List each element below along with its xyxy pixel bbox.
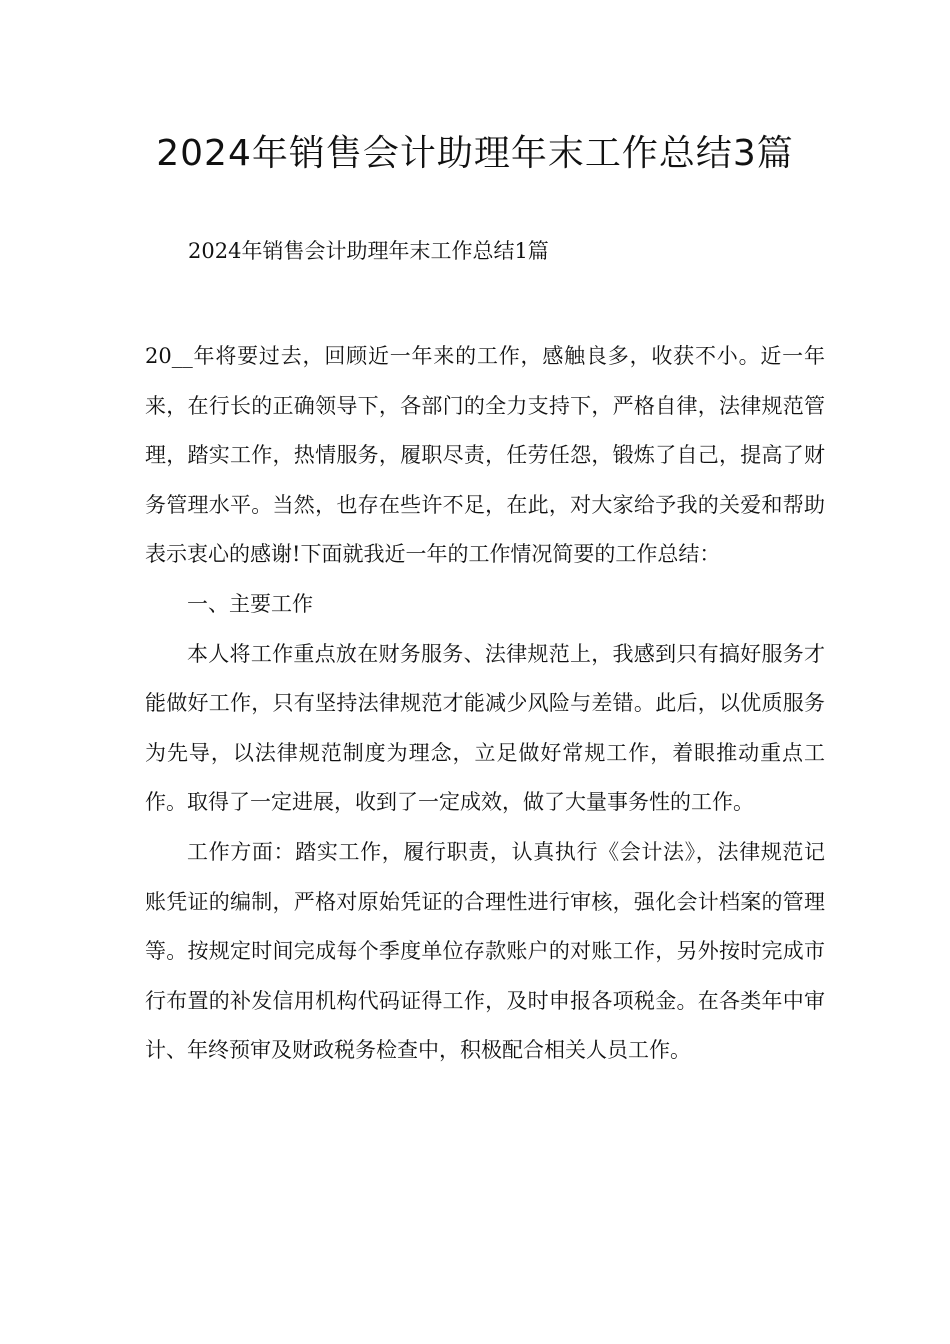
paragraph-work-focus: 本人将工作重点放在财务服务、法律规范上，我感到只有搞好服务才能做好工作，只有坚持法律规范才能减少风险与差错。此后，以优质服务为先导，以法律规范制度为理念，立足做好常规工作，着眼推动重点工作。取得了一定进展，收到了一定成效，做了大量事务性的工作。 bbox=[145, 641, 825, 815]
document-title: 2024年销售会计助理年末工作总结3篇 bbox=[156, 133, 794, 174]
document-body bbox=[145, 332, 825, 1076]
section-heading-main-work: 一、主要工作 bbox=[187, 591, 313, 616]
document-subtitle: 2024年销售会计助理年末工作总结1篇 bbox=[188, 239, 549, 263]
paragraph-intro: 20__年将要过去，回顾近一年来的工作，感触良多，收获不小。近一年来，在行长的正确领导下，各部门的全力支持下，严格自律，法律规范管理，踏实工作，热情服务，履职尽责，任劳任怨，锻炼了自己，提高了财务管理水平。当然，也存在些许不足，在此，对大家给予我的关爱和帮助表示衷心的感谢!下面就我近一年的工作情况简要的工作总结： bbox=[145, 344, 825, 567]
paragraph-work-aspects: 工作方面：踏实工作，履行职责，认真执行《会计法》，法律规范记账凭证的编制，严格对原始凭证的合理性进行审核，强化会计档案的管理等。按规定时间完成每个季度单位存款账户的对账工作，另外按时完成市行布置的补发信用机构代码证得工作，及时申报各项税金。在各类年中审计、年终预审及财政税务检查中，积极配合相关人员工作。 bbox=[145, 839, 825, 1063]
